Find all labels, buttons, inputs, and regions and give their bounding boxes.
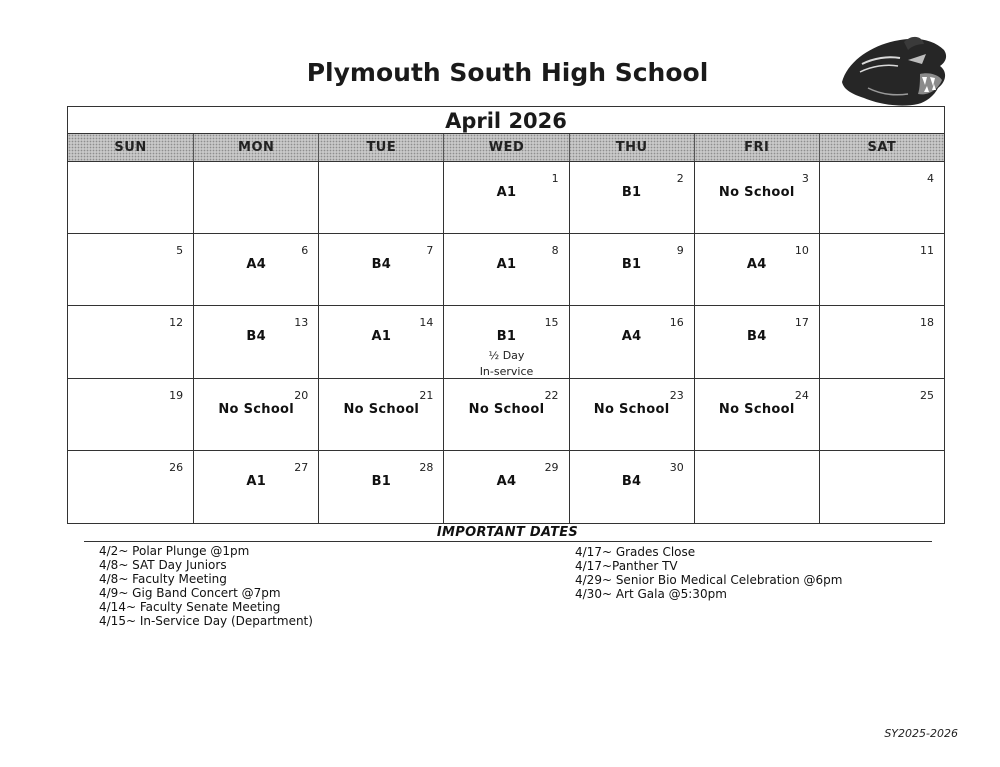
weekday-label: SAT [819, 134, 944, 161]
schedule-code: A1 [246, 473, 267, 489]
day-cell [569, 234, 694, 306]
schedule-code: B1 [621, 185, 642, 200]
divider [84, 541, 932, 542]
schedule-code: No School [343, 401, 420, 417]
day-cell [694, 162, 819, 234]
important-date-item: 4/30~ Art Gala @5:30pm [575, 587, 727, 601]
important-date-item: 4/17~Panther TV [575, 559, 678, 573]
calendar-weeks [68, 162, 944, 523]
important-date-item: 4/9~ Gig Band Concert @7pm [99, 586, 281, 600]
day-number: 20 [294, 388, 309, 402]
schedule-code: A1 [496, 185, 517, 200]
schedule-code: B4 [371, 257, 392, 273]
important-dates-title: IMPORTANT DATES [436, 525, 579, 540]
schedule-code: A4 [496, 473, 517, 489]
panther-head-icon [834, 30, 952, 112]
day-number: 4 [927, 172, 934, 185]
day-cell [318, 162, 443, 234]
day-number: 27 [294, 460, 309, 474]
weekday-header [68, 134, 944, 162]
day-note [444, 348, 568, 380]
day-cell [819, 234, 944, 306]
schedule-code: A4 [621, 329, 642, 345]
day-number: 21 [419, 388, 434, 402]
day-cell [819, 451, 944, 523]
day-cell [569, 379, 694, 451]
schedule-code: A4 [246, 257, 267, 273]
schedule-code: B4 [246, 329, 266, 345]
weekday-label: FRI [694, 134, 819, 161]
day-cell [318, 379, 443, 451]
important-date-item: 4/29~ Senior Bio Medical Celebration @6pm [575, 573, 843, 587]
important-dates-left [99, 544, 313, 628]
day-number: 2 [676, 172, 684, 185]
schedule-code: No School [718, 185, 795, 200]
important-date-item: 4/14~ Faculty Senate Meeting [99, 600, 281, 614]
schedule-code: B1 [621, 257, 642, 273]
note-line: In-service [479, 365, 534, 379]
day-number: 6 [301, 244, 309, 258]
day-cell [569, 306, 694, 378]
day-number: 14 [419, 316, 434, 330]
day-number: 19 [169, 388, 184, 402]
schedule-code: A1 [371, 329, 392, 345]
day-cell [193, 306, 318, 378]
schedule-code: A1 [496, 257, 517, 273]
schedule-code: B4 [746, 329, 767, 345]
day-cell [443, 379, 568, 451]
month-title: April 2026 [68, 107, 944, 134]
day-cell [694, 306, 819, 378]
day-cell [443, 306, 568, 378]
day-number: 26 [169, 460, 184, 474]
weekday-label: WED [443, 134, 568, 161]
schedule-code: B1 [371, 473, 392, 489]
weekday-label: SUN [114, 140, 147, 155]
day-number: 11 [920, 244, 934, 258]
day-number: 7 [426, 244, 434, 258]
day-cell [318, 451, 443, 523]
day-cell [68, 451, 193, 523]
schedule-code: A4 [746, 257, 767, 273]
day-number: 1 [551, 172, 559, 185]
schedule-code: B4 [621, 473, 642, 489]
day-cell [694, 451, 819, 523]
day-number: 9 [676, 244, 684, 258]
day-number: 12 [169, 316, 184, 330]
important-date-item: 4/15~ In-Service Day (Department) [99, 614, 313, 628]
day-cell [569, 162, 694, 234]
important-date-item: 4/2~ Polar Plunge @1pm [99, 544, 250, 558]
day-number: 15 [544, 316, 559, 330]
day-number: 28 [419, 460, 434, 474]
schedule-code: No School [218, 401, 295, 417]
day-number: 25 [920, 388, 934, 402]
weekday-label: TUE [318, 134, 443, 161]
day-number: 13 [294, 316, 309, 330]
day-cell [694, 379, 819, 451]
day-cell [443, 451, 568, 523]
day-number: 10 [794, 244, 809, 258]
day-cell [318, 234, 443, 306]
schedule-code: B1 [496, 329, 517, 345]
day-number: 23 [669, 388, 684, 402]
day-cell [569, 451, 694, 523]
day-cell [443, 234, 568, 306]
day-cell [819, 162, 944, 234]
day-cell [193, 162, 318, 234]
schedule-code: No School [468, 401, 545, 417]
important-dates-right [575, 545, 842, 601]
day-cell [193, 234, 318, 306]
weekday-label: MON [193, 134, 318, 161]
day-cell [318, 306, 443, 378]
day-cell [443, 162, 568, 234]
day-number: 24 [794, 388, 809, 402]
day-number: 18 [920, 316, 934, 330]
day-number: 3 [801, 172, 809, 185]
day-cell [193, 379, 318, 451]
important-date-item: 4/17~ Grades Close [575, 545, 696, 559]
day-number: 22 [544, 388, 559, 402]
schedule-code: No School [593, 401, 670, 417]
day-cell [68, 234, 193, 306]
day-number: 17 [794, 316, 809, 330]
note-line: ½ Day [488, 349, 525, 363]
day-cell [68, 379, 193, 451]
important-date-item: 4/8~ Faculty Meeting [99, 572, 227, 586]
day-number: 30 [669, 460, 684, 474]
day-number: 8 [551, 244, 559, 258]
important-date-item: 4/8~ SAT Day Juniors [99, 558, 227, 572]
day-cell [193, 451, 318, 523]
school-title: Plymouth South High School [306, 58, 709, 87]
weekday-label: THU [569, 134, 694, 161]
calendar-grid [67, 106, 945, 524]
day-cell [819, 306, 944, 378]
day-cell [68, 162, 193, 234]
school-year-label: SY2025-2026 [884, 727, 958, 740]
day-number: 29 [544, 460, 559, 474]
day-number: 5 [176, 244, 184, 258]
schedule-code: No School [718, 401, 795, 417]
day-cell [68, 306, 193, 378]
day-cell [819, 379, 944, 451]
day-cell [694, 234, 819, 306]
day-number: 16 [669, 316, 684, 330]
